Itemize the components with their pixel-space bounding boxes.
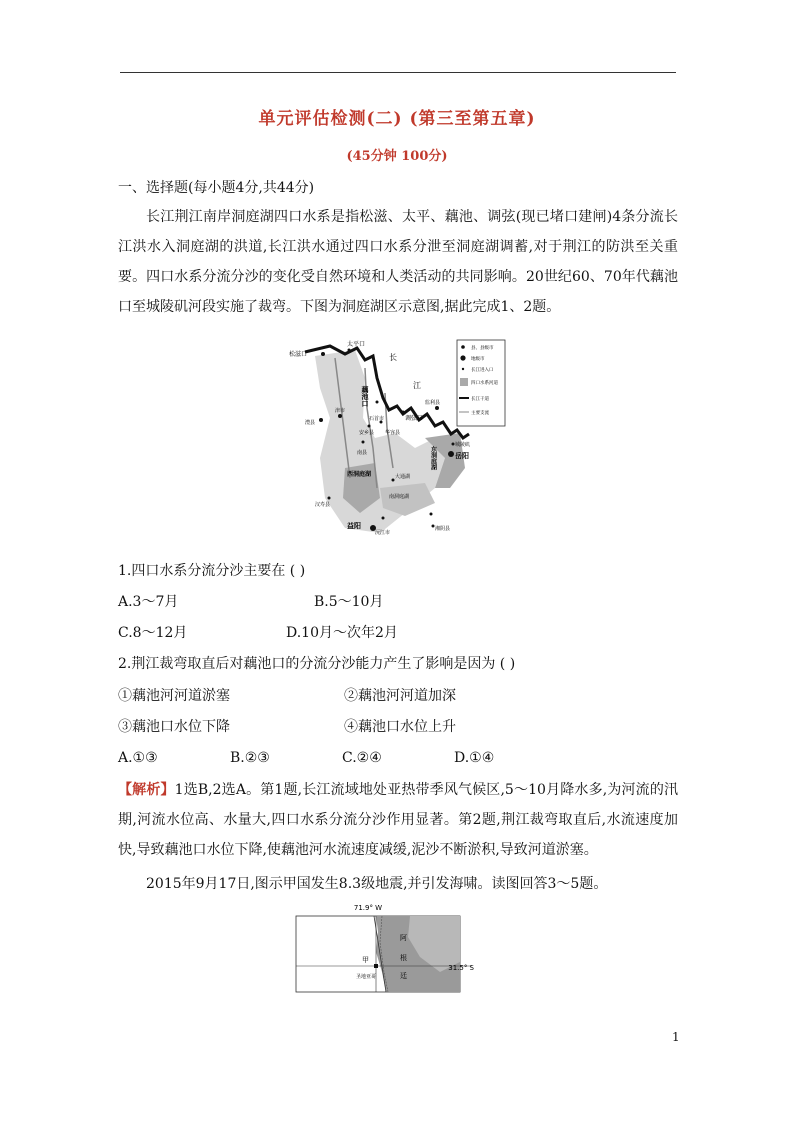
- q2-item-2: ②藕池河河道加深: [344, 688, 456, 704]
- q2-item-1: ①藕池河河道淤塞: [118, 688, 230, 704]
- question-1-stem: 1.四口水系分流分沙主要在 ( ): [118, 563, 306, 579]
- q2-option-b: B.②③: [230, 750, 270, 766]
- chile-earthquake-map: [290, 902, 480, 994]
- map-label: 石首市: [369, 416, 385, 422]
- map-label: 监利县: [425, 400, 441, 406]
- map-label-country: 廷: [400, 972, 407, 980]
- map-label: 益阳: [347, 522, 361, 530]
- header-rule: [120, 72, 676, 73]
- analysis-block: [118, 775, 678, 865]
- map-label: 江: [413, 381, 421, 390]
- q2-option-d: D.①④: [454, 750, 495, 766]
- map-label: 沅江市: [375, 530, 391, 536]
- map-label: 西洞庭湖: [347, 471, 372, 478]
- q2-option-c: C.②④: [342, 750, 382, 766]
- q1-option-b: B.5～10月: [314, 594, 384, 610]
- map-label: 调弦口: [405, 415, 424, 422]
- legend-item: 地级市: [471, 357, 485, 362]
- legend-item: 主要支流: [471, 411, 489, 416]
- analysis-text: 1选B,2选A。第1题,长江流域地处亚热带季风气候区,5～10月降水多,为河流的汛期,河流水位高、水量大,四口水系分流分沙作用显著。第2题,荆江裁弯取直后,水流速度加快,导致藕池口水位下降,使藕池河水流速度减缓,泥沙不断淤积,导致河道淤塞。: [118, 782, 678, 858]
- map-label-country: 根: [400, 954, 407, 962]
- map-label: 南洞庭湖: [389, 494, 410, 500]
- intro-paragraph: 长江荆江南岸洞庭湖四口水系是指松滋、太平、藕池、调弦(现已堵口建闸)4条分流长江洪水入洞庭湖的洪道,长江洪水通过四口水系分泄至洞庭湖调蓄,对于荆江的防洪至关重要。四口水系分流分沙的变化受自然环境和人类活动的共同影响。20世纪60、70年代藕池口至城陵矶河段实施了裁弯。下图为洞庭湖区示意图,据此完成1、2题。: [118, 209, 678, 315]
- map-label: 岳阳: [455, 452, 469, 460]
- legend-item: 长江进入口: [471, 368, 494, 373]
- map-label-country: 阿: [400, 934, 407, 942]
- q1-option-c: C.8～12月: [118, 625, 188, 641]
- map-label: 安乡县: [359, 430, 375, 436]
- question-2-stem: 2.荆江裁弯取直后对藕池口的分流分沙能力产生了影响是因为 ( ): [118, 656, 516, 672]
- map-label: 东洞庭湖: [429, 446, 437, 470]
- page-title: 单元评估检测(二) (第三至第五章): [258, 109, 536, 129]
- dongting-lake-map: [285, 338, 507, 538]
- page-subtitle: (45分钟 100分): [346, 149, 448, 164]
- map-label: 汉寿县: [315, 502, 331, 508]
- map-label: 松滋口: [289, 351, 308, 358]
- legend-item: 长江干道: [471, 397, 489, 402]
- map-label: 长: [389, 353, 397, 362]
- map-label: 藕池口: [361, 386, 369, 407]
- map-label-jia: 甲: [362, 956, 369, 964]
- longitude-label: 71.9° W: [353, 904, 383, 912]
- q2-item-4: ④藕池口水位上升: [344, 719, 456, 735]
- page-number: 1: [672, 1030, 680, 1044]
- intro-q3-5: 2015年9月17日,图示甲国发生8.3级地震,并引发海啸。读图回答3～5题。: [146, 876, 608, 892]
- section-heading: 一、选择题(每小题4分,共44分): [118, 180, 315, 196]
- q1-option-d: D.10月～次年2月: [286, 625, 398, 641]
- latitude-label: 31.5° S: [448, 964, 474, 972]
- map-label: 大通湖: [395, 474, 411, 480]
- map-label: 太平口: [347, 341, 366, 348]
- q2-option-a: A.①③: [118, 750, 158, 766]
- map-label: 城陵矶: [455, 442, 471, 448]
- analysis-tag: 【解析】: [118, 782, 175, 798]
- map-label: 澧县: [305, 420, 316, 426]
- legend-item: 县、县级市: [471, 346, 494, 351]
- map-label: 华容县: [385, 430, 401, 436]
- map-label-city: 圣地亚哥: [356, 974, 377, 980]
- map-label: 津市: [335, 408, 346, 414]
- legend-item: 四口水系河道: [471, 381, 498, 386]
- q1-option-a: A.3～7月: [118, 594, 179, 610]
- map-label: 南县: [357, 450, 368, 456]
- map-label: 湘阴县: [435, 526, 451, 532]
- q2-item-3: ③藕池口水位下降: [118, 719, 230, 735]
